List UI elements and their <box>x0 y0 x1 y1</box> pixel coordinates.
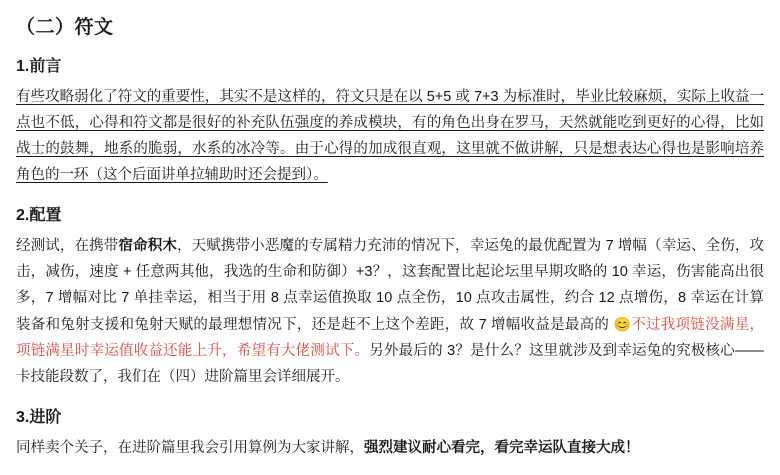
section-config <box>16 202 764 390</box>
smile-emoji: 😊 <box>613 316 632 332</box>
config-text-2: ，天赋携带小恶魔的专属精力充沛的情况下，幸运兔的最优配置为 7 增幅（幸运、全伤，攻击，减伤，速度 + 任意两其他，我选的生命和防御）+3？，这套配置比起论坛里早期攻略的 10 幸运，伤害能高出很多，7 增幅对比 7 单挂幸运，相当于用 8 点幸运值换取 10 点全伤，10 点攻击属性，约合 12 点增伤，8 幸运在计算装备和兔射支援和兔射天赋的最理想情况下，还是赶不上这个差距，故 7 增幅收益是最高的 <box>16 238 765 333</box>
config-red-note: 不过我项链没满星，项链满星时幸运值收益还能上升，希望有大佬测试下。 <box>16 317 764 359</box>
advanced-bold-note: 强烈建议耐心看完，看完幸运队直接大成！ <box>364 440 640 456</box>
config-text-3: 另外最后的 3？是什么？这里就涉及到幸运兔的究极核心——卡技能段数了，我们在（四）进阶篇里会详细展开。 <box>16 343 764 385</box>
config-paragraph <box>16 233 764 390</box>
section-heading-preface: 1.前言 <box>16 58 62 75</box>
preface-paragraph: 有些攻略弱化了符文的重要性，其实不是这样的，符文只是在以 5+5 或 7+3 为标准时，毕业比较麻烦，实际上收益一点也不低，心得和符文都是很好的补充队伍强度的养成模块，有的角色出身在罗马，天然就能吃到更好的心得，比如战士的鼓舞，地系的脆弱，水系的冰冷等。由于心得的加成很直观，这里就不做讲解，只是想表达心得也是影响培养角色的一环（这个后面讲单拉辅助时还会提到）。 <box>16 89 764 183</box>
advanced-text-1: 同样卖个关子，在进阶篇里我会引用算例为大家讲解， <box>16 440 364 456</box>
config-text-1: 经测试，在携带 <box>16 238 119 254</box>
section-heading-advanced: 3.进阶 <box>16 409 62 426</box>
config-highlight-item: 宿命积木 <box>118 238 177 254</box>
advanced-paragraph <box>16 435 764 461</box>
section-advanced <box>16 404 764 461</box>
page-title: （二）符文 <box>16 17 114 38</box>
section-preface <box>16 53 764 188</box>
section-heading-config: 2.配置 <box>16 207 62 224</box>
